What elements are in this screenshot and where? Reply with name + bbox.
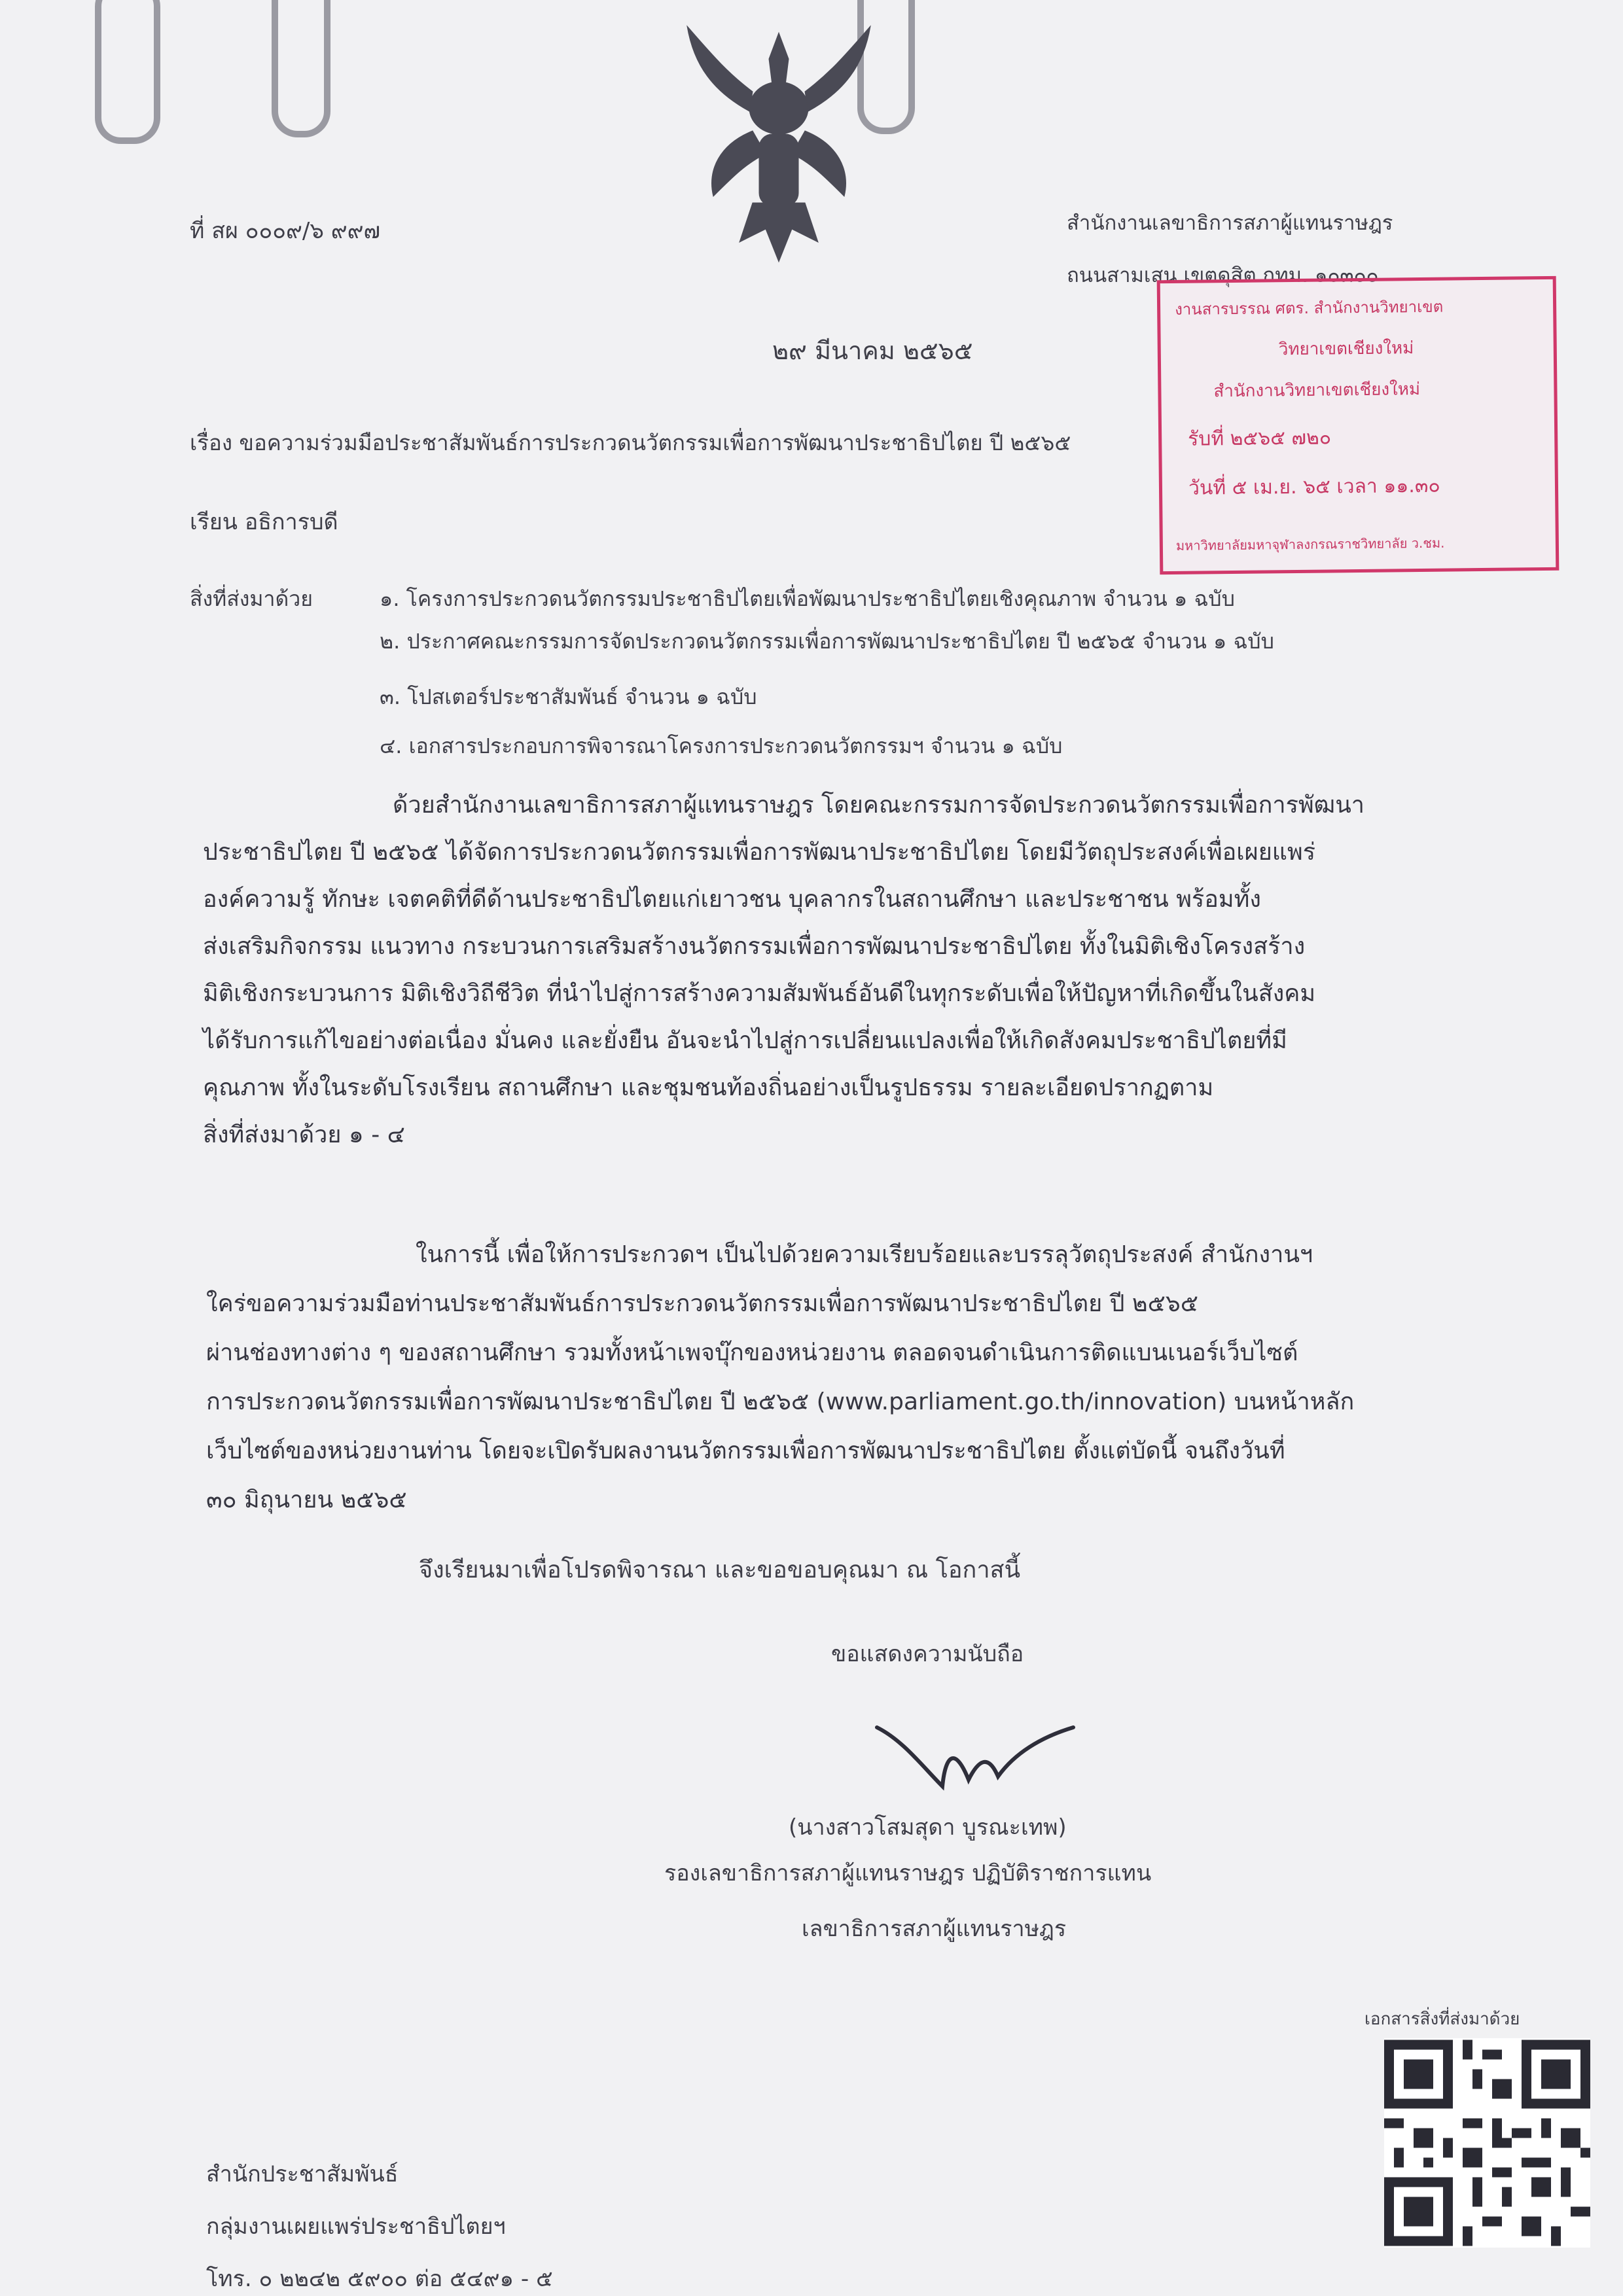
handwritten-signature	[864, 1714, 1086, 1806]
signer-name: (นางสาวโสมสุดา บูรณะเทพ)	[789, 1814, 1067, 1841]
subject-line: เรื่อง ขอความร่วมมือประชาสัมพันธ์การประกวดนวัตกรรมเพื่อการพัฒนาประชาธิปไตย ปี ๒๕๖๕	[190, 430, 1071, 455]
paragraph-line: การประกวดนวัตกรรมเพื่อการพัฒนาประชาธิปไตย ปี ๒๕๖๕ (www.parliament.go.th/innovation) บนหน้าหลัก	[206, 1388, 1355, 1415]
footer-phone: โทร. ๐ ๒๒๔๒ ๕๙๐๐ ต่อ ๕๔๙๑ - ๕	[206, 2266, 553, 2292]
paragraph-line: ในการนี้ เพื่อให้การประกวดฯ เป็นไปด้วยความเรียบร้อยและบรรลุวัตถุประสงค์ สำนักงานฯ	[416, 1241, 1313, 1268]
paragraph-line: คุณภาพ ทั้งในระดับโรงเรียน สถานศึกษา และชุมชนท้องถิ่นอย่างเป็นรูปธรรม รายละเอียดปรากฏตาม	[203, 1074, 1214, 1101]
stamp-line-1: งานสารบรรณ ศตร. สำนักงานวิทยาเขต	[1174, 297, 1444, 319]
paragraph-line: ด้วยสำนักงานเลขาธิการสภาผู้แทนราษฎร โดยคณะกรรมการจัดประกวดนวัตกรรมเพื่อการพัฒนา	[393, 792, 1365, 819]
closing-regards: ขอแสดงความนับถือ	[831, 1641, 1024, 1667]
stamp-line-6: มหาวิทยาลัยมหาจุฬาลงกรณราชวิทยาลัย ว.ชม.	[1175, 535, 1445, 554]
qr-caption: เอกสารสิ่งที่ส่งมาด้วย	[1364, 2009, 1520, 2029]
closing-request: จึงเรียนมาเพื่อโปรดพิจารณา และขอขอบคุณมา ณ โอกาสนี้	[419, 1557, 1021, 1583]
stamp-line-2: วิทยาเขตเชียงใหม่	[1278, 338, 1414, 360]
body-paragraph-1	[203, 782, 1544, 1159]
paper-clip-left	[95, 0, 160, 144]
paragraph-line: ได้รับการแก้ไขอย่างต่อเนื่อง มั่นคง และยั่งยืน อันจะนำไปสู่การเปลี่ยนแปลงเพื่อให้เกิดสังคมประชาธิปไตยที่มี	[203, 1027, 1287, 1054]
footer-group: กลุ่มงานเผยแพร่ประชาธิปไตยฯ	[206, 2214, 506, 2240]
paragraph-line: มิติเชิงกระบวนการ มิติเชิงวิถีชีวิต ที่นำไปสู่การสร้างความสัมพันธ์อันดีในทุกระดับเพื่อให้ปัญหาที่เกิดขึ้นในสังคม	[203, 980, 1316, 1007]
paragraph-line: ผ่านช่องทางต่าง ๆ ของสถานศึกษา รวมทั้งหน้าเพจบุ๊กของหน่วยงาน ตลอดจนดำเนินการติดแบนเนอร์เว็บไซต์	[206, 1339, 1298, 1366]
qr-code[interactable]	[1384, 2038, 1590, 2248]
receipt-stamp	[1157, 276, 1560, 574]
body-paragraph-2	[206, 1230, 1548, 1525]
signer-title-2: เลขาธิการสภาผู้แทนราษฎร	[802, 1916, 1067, 1942]
enclosure-item: ๑. โครงการประกวดนวัตกรรมประชาธิปไตยเพื่อพัฒนาประชาธิปไตยเชิงคุณภาพ จำนวน ๑ ฉบับ	[380, 586, 1235, 611]
sender-office-line-1: สำนักงานเลขาธิการสภาผู้แทนราษฎร	[1067, 211, 1393, 235]
paragraph-line: ประชาธิปไตย ปี ๒๕๖๕ ได้จัดการประกวดนวัตกรรมเพื่อการพัฒนาประชาธิปไตย โดยมีวัตถุประสงค์เพื่อเผยแพร่	[203, 839, 1316, 866]
sender-office-line-2: ถนนสามเสน เขตดุสิต กทม. ๑๐๓๐๐	[1067, 264, 1379, 287]
garuda-emblem-icon	[674, 13, 883, 275]
paragraph-line: ใคร่ขอความร่วมมือท่านประชาสัมพันธ์การประกวดนวัตกรรมเพื่อการพัฒนาประชาธิปไตย ปี ๒๕๖๕	[206, 1290, 1198, 1317]
salutation: เรียน อธิการบดี	[190, 509, 338, 535]
paragraph-line: ส่งเสริมกิจกรรม แนวทาง กระบวนการเสริมสร้างนวัตกรรมเพื่อการพัฒนาประชาธิปไตย ทั้งในมิติเชิงโครงสร้าง	[203, 933, 1306, 960]
stamp-line-4: รับที่ ๒๕๖๕ ๗๒๐	[1188, 426, 1332, 451]
footer-department: สำนักประชาสัมพันธ์	[206, 2161, 399, 2187]
enclosure-item: ๒. ประกาศคณะกรรมการจัดประกวดนวัตกรรมเพื่อการพัฒนาประชาธิปไตย ปี ๒๕๖๕ จำนวน ๑ ฉบับ	[380, 629, 1274, 654]
signer-title-1: รองเลขาธิการสภาผู้แทนราษฎร ปฏิบัติราชการแทน	[664, 1860, 1152, 1886]
paragraph-line: เว็บไซต์ของหน่วยงานท่าน โดยจะเปิดรับผลงานนวัตกรรมเพื่อการพัฒนาประชาธิปไตย ตั้งแต่บัดนี้ จนถึงวันที่	[206, 1438, 1285, 1464]
paragraph-line: ๓๐ มิถุนายน ๒๕๖๕	[206, 1487, 407, 1513]
document-number: ที่ สผ ๐๐๐๙/๖ ๙๙๗	[190, 218, 381, 244]
enclosure-item: ๔. เอกสารประกอบการพิจารณาโครงการประกวดนวัตกรรมฯ จำนวน ๑ ฉบับ	[380, 733, 1063, 758]
paragraph-line: องค์ความรู้ ทักษะ เจตคติที่ดีด้านประชาธิปไตยแก่เยาวชน บุคลากรในสถานศึกษา และประชาชน พร้อมทั้ง	[203, 886, 1261, 913]
stamp-line-5: วันที่ ๕ เม.ย. ๖๕ เวลา ๑๑.๓๐	[1188, 474, 1440, 500]
enclosures-label: สิ่งที่ส่งมาด้วย	[190, 586, 313, 611]
paper-clip-middle	[272, 0, 330, 137]
letter-date: ๒๙ มีนาคม ๒๕๖๕	[772, 336, 973, 365]
paragraph-line: สิ่งที่ส่งมาด้วย ๑ - ๔	[203, 1122, 405, 1148]
stamp-line-3: สำนักงานวิทยาเขตเชียงใหม่	[1213, 380, 1421, 402]
enclosure-item: ๓. โปสเตอร์ประชาสัมพันธ์ จำนวน ๑ ฉบับ	[380, 684, 757, 709]
